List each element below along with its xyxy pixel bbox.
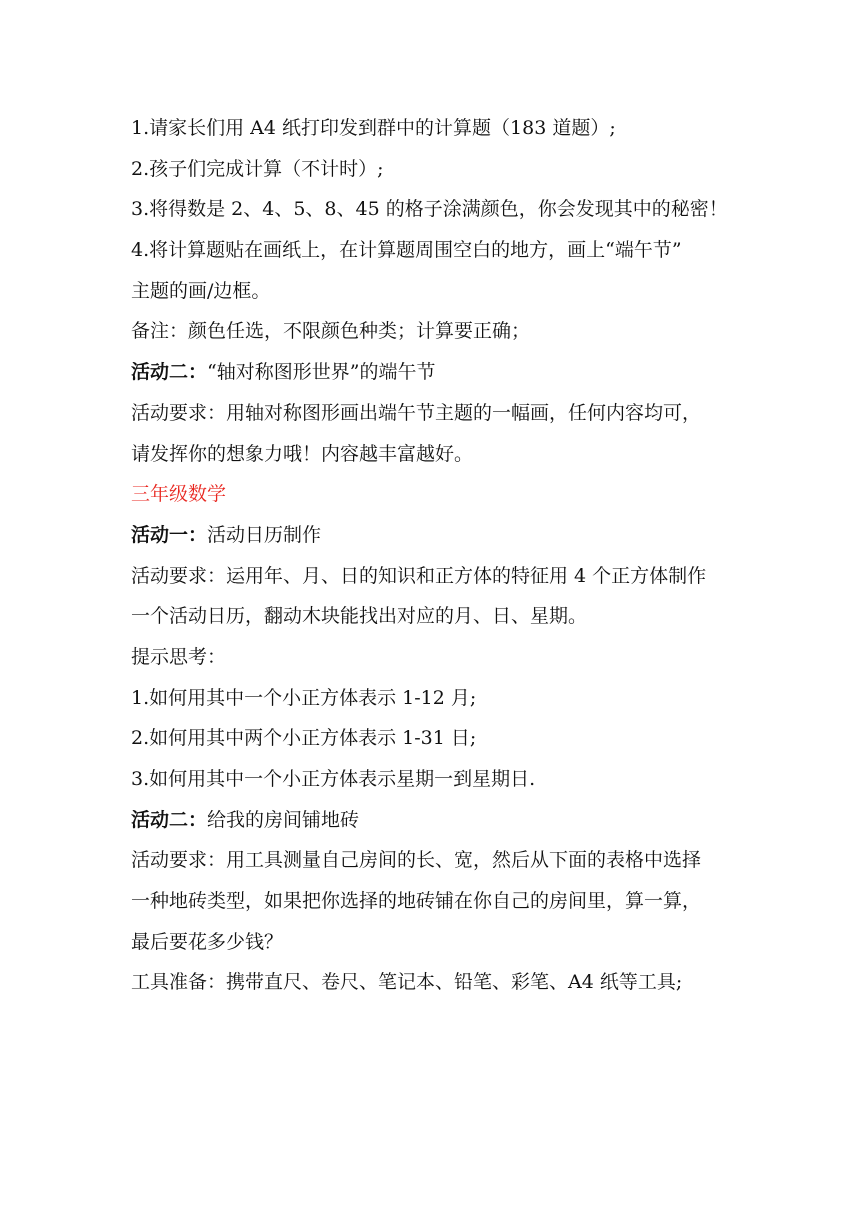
text-line: 活动要求：运用年、月、日的知识和正方体的特征用 4 个正方体制作 [131, 564, 707, 587]
text-line: 4.将计算题贴在画纸上，在计算题周围空白的地方，画上“端午节” [131, 239, 682, 262]
heading-label: 活动一： [131, 523, 208, 546]
heading-label: 活动二： [131, 361, 208, 384]
text-line: 1.请家长们用 A4 纸打印发到群中的计算题（183 道题）; [131, 117, 616, 139]
text-line: 3.如何用其中一个小正方体表示星期一到星期日. [131, 768, 536, 790]
section-heading [131, 800, 751, 841]
document-page [131, 108, 751, 1003]
heading-label: 活动二： [131, 808, 208, 831]
heading-title: “轴对称图形世界”的端午节 [207, 361, 436, 384]
text-line: 活动要求：用轴对称图形画出端午节主题的一幅画，任何内容均可， [131, 401, 702, 424]
text-line: 请发挥你的想象力哦！内容越丰富越好。 [131, 442, 474, 465]
text-line: 最后要花多少钱？ [131, 930, 284, 953]
text-line: 工具准备：携带直尺、卷尺、笔记本、铅笔、彩笔、A4 纸等工具; [131, 971, 683, 994]
section-heading [131, 515, 751, 556]
text-line: 3.将得数是 2、4、5、8、45 的格子涂满颜色，你会发现其中的秘密！ [131, 198, 728, 221]
text-line: 备注：颜色任选，不限颜色种类；计算要正确； [131, 320, 531, 343]
text-line: 1.如何用其中一个小正方体表示 1-12 月; [131, 686, 477, 709]
text-line: 一种地砖类型，如果把你选择的地砖铺在你自己的房间里，算一算， [131, 890, 702, 913]
text-line: 2.孩子们完成计算（不计时）; [131, 157, 384, 180]
text-line: 一个活动日历，翻动木块能找出对应的月、日、星期。 [131, 605, 588, 628]
text-line: 主题的画/边框。 [131, 279, 271, 302]
section-heading [131, 352, 751, 393]
text-line: 2.如何用其中两个小正方体表示 1-31 日; [131, 727, 477, 750]
text-line: 活动要求：用工具测量自己房间的长、宽，然后从下面的表格中选择 [131, 849, 702, 872]
heading-title: 活动日历制作 [207, 523, 322, 546]
heading-title: 给我的房间铺地砖 [207, 808, 360, 831]
grade-heading: 三年级数学 [131, 483, 227, 506]
text-line: 提示思考： [131, 645, 227, 668]
